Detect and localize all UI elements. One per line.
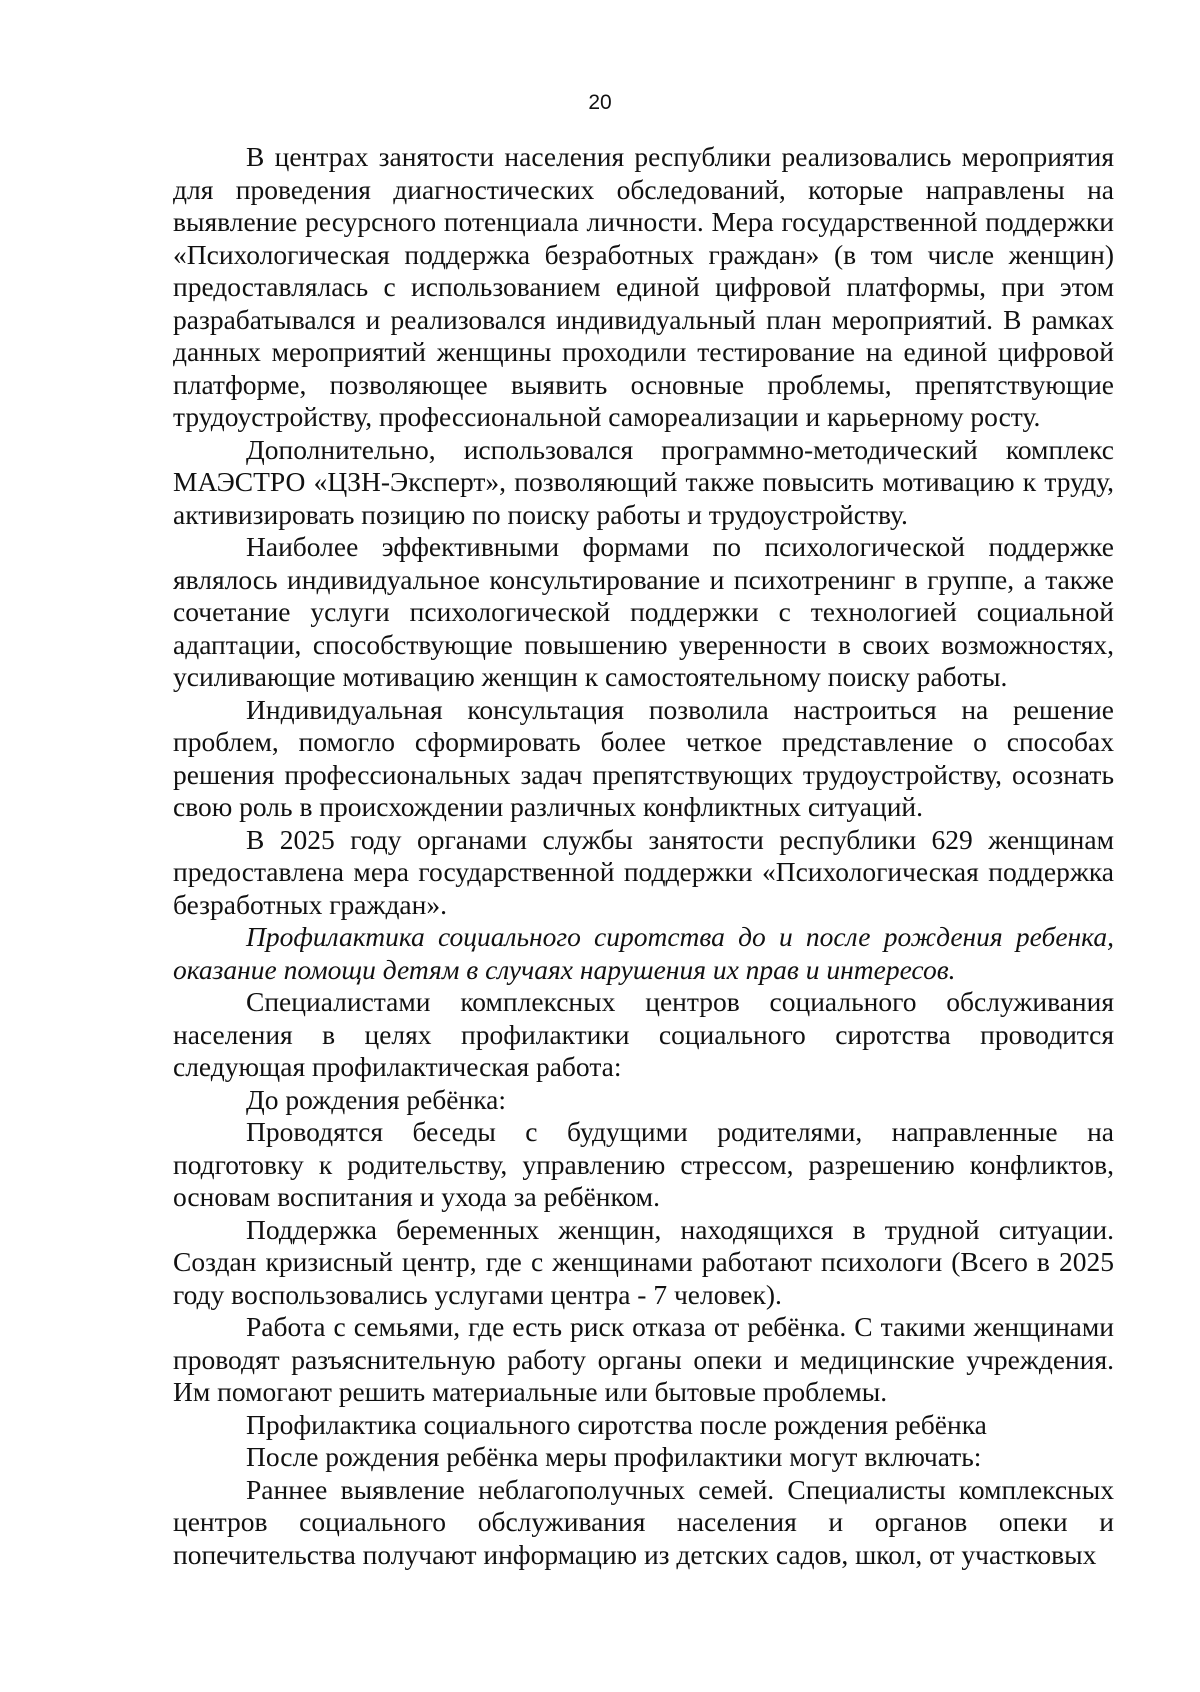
paragraph: В 2025 году органами службы занятости республики 629 женщинам предоставлена мера государственной поддержки «Психологическая поддержка безработных граждан». <box>173 823 1114 920</box>
paragraph: Проводятся беседы с будущими родителями, направленные на подготовку к родительству, управлению стрессом, разрешению конфликтов, основам воспитания и ухода за ребёнком. <box>173 1116 1114 1212</box>
paragraph: После рождения ребёнка меры профилактики могут включать: <box>246 1441 982 1472</box>
paragraph: Индивидуальная консультация позволила настроиться на решение проблем, помогло сформировать более четкое представление о способах решения профессиональных задач препятствующих трудоустройству, осознать свою роль в происхождении различных конфликтных ситуаций. <box>173 693 1114 822</box>
paragraph: До рождения ребёнка: <box>246 1083 507 1115</box>
document-body <box>173 141 1114 1571</box>
paragraph: Наиболее эффективными формами по психологической поддержке являлось индивидуальное консультирование и психотренинг в группе, а также сочетание услуги психологической поддержки с технологией социальной адаптации, способствующие повышению уверенности в своих возможностях, усиливающие мотивацию женщин к самостоятельному поиску работы. <box>173 531 1114 692</box>
section-heading-italic: Профилактика социального сиротства до и после рождения ребенка, оказание помощи детям в случаях нарушения их прав и интересов. <box>173 921 1114 985</box>
page-number: 20 <box>588 91 612 114</box>
paragraph: Дополнительно, использовался программно-методический комплекс МАЭСТРО «ЦЗН-Эксперт», позволяющий также повысить мотивацию к труду, активизировать позицию по поиску работы и трудоустройству. <box>173 433 1114 530</box>
paragraph: В центрах занятости населения республики реализовались мероприятия для проведения диагностических обследований, которые направлены на выявление ресурсного потенциала личности. Мера государственной поддержки «Психологическая поддержка безработных граждан» (в том числе женщин) предоставлялась с использованием единой цифровой платформы, при этом разрабатывался и реализовался индивидуальный план мероприятий. В рамках данных мероприятий женщины проходили тестирование на единой цифровой платформе, позволяющее выявить основные проблемы, препятствующие трудоустройству, профессиональной самореализации и карьерному росту. <box>173 141 1114 432</box>
paragraph: Поддержка беременных женщин, находящихся в трудной ситуации. Создан кризисный центр, где с женщинами работают психологи (Всего в 2025 году воспользовались услугами центра - 7 человек). <box>173 1213 1114 1310</box>
paragraph: Профилактика социального сиротства после рождения ребёнка <box>246 1408 987 1440</box>
paragraph: Специалистами комплексных центров социального обслуживания населения в целях профилактики социального сиротства проводится следующая профилактическая работа: <box>173 986 1114 1082</box>
paragraph: Раннее выявление неблагополучных семей. Специалисты комплексных центров социального обслуживания населения и органов опеки и попечительства получают информацию из детских садов, школ, от участковых <box>173 1473 1114 1570</box>
paragraph: Работа с семьями, где есть риск отказа от ребёнка. С такими женщинами проводят разъяснительную работу органы опеки и медицинские учреждения. Им помогают решить материальные или бытовые проблемы. <box>173 1311 1114 1407</box>
